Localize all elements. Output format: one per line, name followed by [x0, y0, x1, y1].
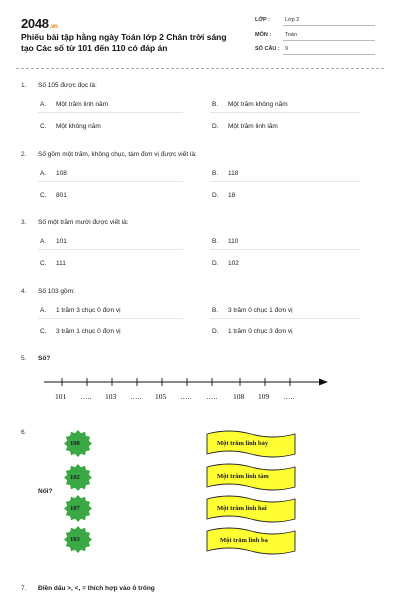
- question-text: Số 103 gồm:: [38, 288, 75, 295]
- option-b[interactable]: B. 110: [212, 238, 239, 245]
- flag-text: Một trăm linh hai: [217, 505, 267, 512]
- number-line-blank: …..: [130, 392, 142, 401]
- logo-text: 2048: [21, 16, 49, 31]
- question-text: Điền dấu >, <, = thích hợp vào ô trống: [38, 585, 155, 592]
- option-a[interactable]: A. 101: [40, 238, 67, 245]
- number-line-label: 109: [258, 392, 270, 401]
- option-d[interactable]: D. 18: [212, 192, 236, 199]
- flag-text: Một trăm linh ba: [220, 537, 268, 544]
- meta-class-label: LỚP :: [255, 17, 270, 23]
- option-a[interactable]: A. 108: [40, 170, 67, 177]
- number-line-label: 101: [55, 392, 67, 401]
- meta-subject-value: Toán: [285, 32, 297, 38]
- option-b[interactable]: B. 3 trăm 0 chục 1 đơn vị: [212, 307, 293, 314]
- question-number: 6.: [21, 429, 27, 436]
- question-text: Số?: [38, 355, 51, 362]
- meta-count-label: SỐ CÂU :: [255, 46, 280, 52]
- site-logo[interactable]: [21, 16, 58, 31]
- question-number: 2.: [21, 151, 27, 158]
- question-text: Số một trăm mười được viết là:: [38, 219, 129, 226]
- question-number: 5.: [21, 355, 27, 362]
- number-line-blank: …..: [180, 392, 192, 401]
- logo-domain: .vn: [49, 24, 58, 30]
- option-underline: [38, 112, 183, 113]
- option-c[interactable]: C. 3 trăm 1 chục 0 đơn vị: [40, 328, 121, 335]
- question-number: 4.: [21, 288, 27, 295]
- meta-underline: [283, 25, 375, 26]
- arrow-icon: [319, 379, 328, 386]
- option-underline: [38, 249, 183, 250]
- badge-number: 103: [70, 536, 80, 543]
- question-number: 7.: [21, 585, 27, 592]
- meta-underline: [283, 40, 375, 41]
- question-text: Số 105 được đọc là:: [38, 82, 97, 89]
- option-c[interactable]: C. 111: [40, 260, 66, 267]
- badge-number: 102: [70, 474, 80, 481]
- page-title: Phiếu bài tập hằng ngày Toán lớp 2 Chân trời sáng tạo Các số từ 101 đến 110 có đáp án: [21, 32, 227, 53]
- number-line-label: 103: [105, 392, 117, 401]
- header-divider: [16, 68, 384, 69]
- option-c[interactable]: C. 801: [40, 192, 67, 199]
- option-c[interactable]: C. Một không năm: [40, 123, 101, 130]
- number-line-blank: …..: [206, 392, 218, 401]
- number-line-blank: …..: [80, 392, 92, 401]
- question-text: Số gồm một trăm, không chục, tám đơn vị được viết là:: [38, 151, 197, 158]
- option-b[interactable]: B. 118: [212, 170, 239, 177]
- meta-count-value: 9: [285, 46, 289, 52]
- option-underline: [38, 318, 183, 319]
- meta-subject-label: MÔN :: [255, 32, 272, 38]
- option-d[interactable]: D. 102: [212, 260, 239, 267]
- option-underline: [210, 318, 360, 319]
- meta-class-value: Lớp 2: [285, 17, 300, 23]
- badge-number: 108: [70, 440, 80, 447]
- meta-subject: [255, 32, 377, 42]
- number-line-label: 108: [233, 392, 245, 401]
- meta-count: [255, 46, 377, 56]
- option-underline: [210, 112, 360, 113]
- number-line-label: 105: [155, 392, 167, 401]
- badge-number: 107: [70, 505, 80, 512]
- flag-text: Một trăm linh tám: [217, 473, 269, 480]
- meta-underline: [283, 54, 375, 55]
- option-d[interactable]: D. 1 trăm 0 chục 3 đơn vị: [212, 328, 293, 335]
- question-number: 1.: [21, 82, 27, 89]
- option-d[interactable]: D. Một trăm linh lăm: [212, 123, 278, 130]
- question-number: 3.: [21, 219, 27, 226]
- side-label: Nối?: [38, 488, 53, 495]
- flag-text: Một trăm linh bảy: [217, 440, 269, 447]
- option-b[interactable]: B. Một trăm không năm: [212, 101, 288, 108]
- option-underline: [210, 249, 360, 250]
- option-a[interactable]: A. 1 trăm 3 chục 0 đơn vị: [40, 307, 121, 314]
- option-underline: [210, 181, 360, 182]
- option-a[interactable]: A. Một trăm linh năm: [40, 101, 109, 108]
- number-line-blank: …..: [283, 392, 295, 401]
- option-underline: [38, 181, 183, 182]
- meta-class: [255, 17, 377, 27]
